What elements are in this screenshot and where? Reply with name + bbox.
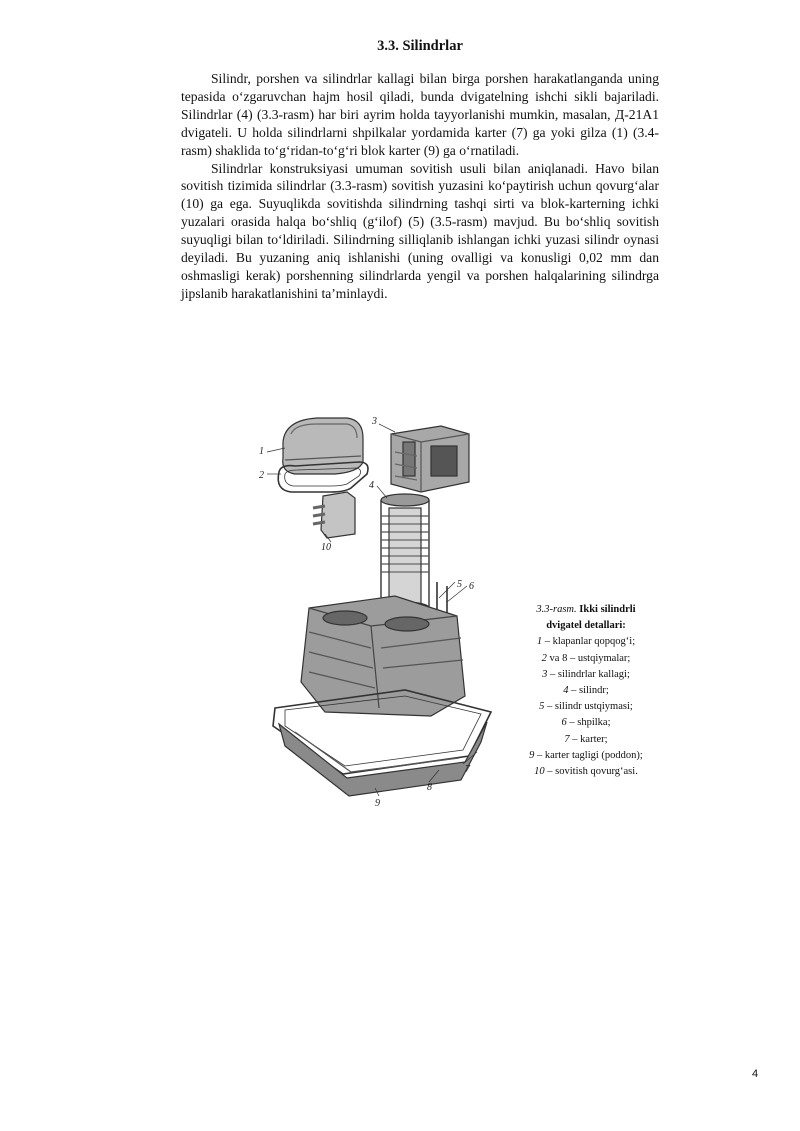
caption-title [496, 602, 676, 618]
callout-7: 7 [465, 764, 470, 775]
section-heading: 3.3. Silindrlar [377, 38, 463, 54]
caption-item: 3 – silindrlar kallagi; [542, 668, 630, 680]
caption-item: 9 – karter tagligi (poddon); [529, 749, 643, 761]
caption-title-line2: dvigatel detallari: [546, 620, 626, 632]
page-number: 4 [752, 1068, 759, 1080]
callout-1: 1 [259, 446, 264, 457]
callout-8: 8 [427, 782, 432, 793]
paragraph-2: Silindrlar konstruksiyasi umuman sovitish usuli bilan aniqlanadi. Havo bilan sovitish tizimida silindrlar (3.3-rasm) sovitish yuzasini ko‘paytirish uchun qovurg‘alar (10) ga ega. Suyuqlikda sovitishda silindrning tashqi sirti va blok-karterning ichki yuzalari orasida halqa bo‘shliq (g‘ilof) (5) (3.5-rasm) mavjud. Bu bo‘shliq sovitish suyuqligi bilan to‘ldiriladi. Silindrning silliqlanib ishlangan ichki yuzasi silindr oynasi deyiladi. Bu yuzaning aniq ishlanishi (uning ovalligi va konusligi 0,02 mm dan oshmasligi kerak) porshenning silindrlarda yengil va porshen halqalarining silindrga jipslanib harakatlanishini ta’minlaydi. [181, 160, 659, 301]
paragraph-1: Silindr, porshen va silindrlar kallagi bilan birga porshen harakatlanganda uning tepasida o‘zgaruvchan hajm hosil qiladi, bunda dvigatelning ishchi sikli bajariladi. Silindrlar (4) (3.3-rasm) har biri ayrim holda tayyorlanishi mumkin, masalan, Д-21А1 dvigateli. U holda silindrlarni shpilkalar yordamida karter (7) ga yoki gilza (1) (3.4-rasm) shaklida to‘g‘ridan-to‘g‘ri blok karter (9) ga o‘rnatiladi. [181, 71, 659, 158]
caption-item: 4 – silindr; [563, 685, 609, 697]
callout-6: 6 [469, 581, 474, 592]
callout-9: 9 [375, 798, 380, 809]
caption-title-line1: Ikki silindrli [576, 604, 636, 615]
engine-parts-drawing [255, 412, 505, 812]
callout-10: 10 [321, 542, 331, 553]
callout-2: 2 [259, 470, 264, 481]
engine-parts-figure [255, 412, 505, 812]
caption-item: 2 va 8 – ustqiymalar; [541, 652, 631, 664]
figure-caption [496, 602, 676, 780]
callout-5: 5 [457, 579, 462, 590]
caption-item: 5 – silindr ustqiymasi; [539, 701, 633, 713]
caption-label: 3.3-rasm. [536, 604, 577, 615]
caption-item: 10 – sovitish qovurg‘asi. [534, 766, 638, 778]
callout-3: 3 [372, 416, 377, 427]
body-text [181, 70, 659, 303]
callout-4: 4 [369, 480, 374, 491]
caption-item: 1 – klapanlar qopqog‘i; [536, 636, 636, 648]
caption-item: 7 – karter; [564, 733, 608, 745]
caption-item: 6 – shpilka; [561, 717, 611, 729]
